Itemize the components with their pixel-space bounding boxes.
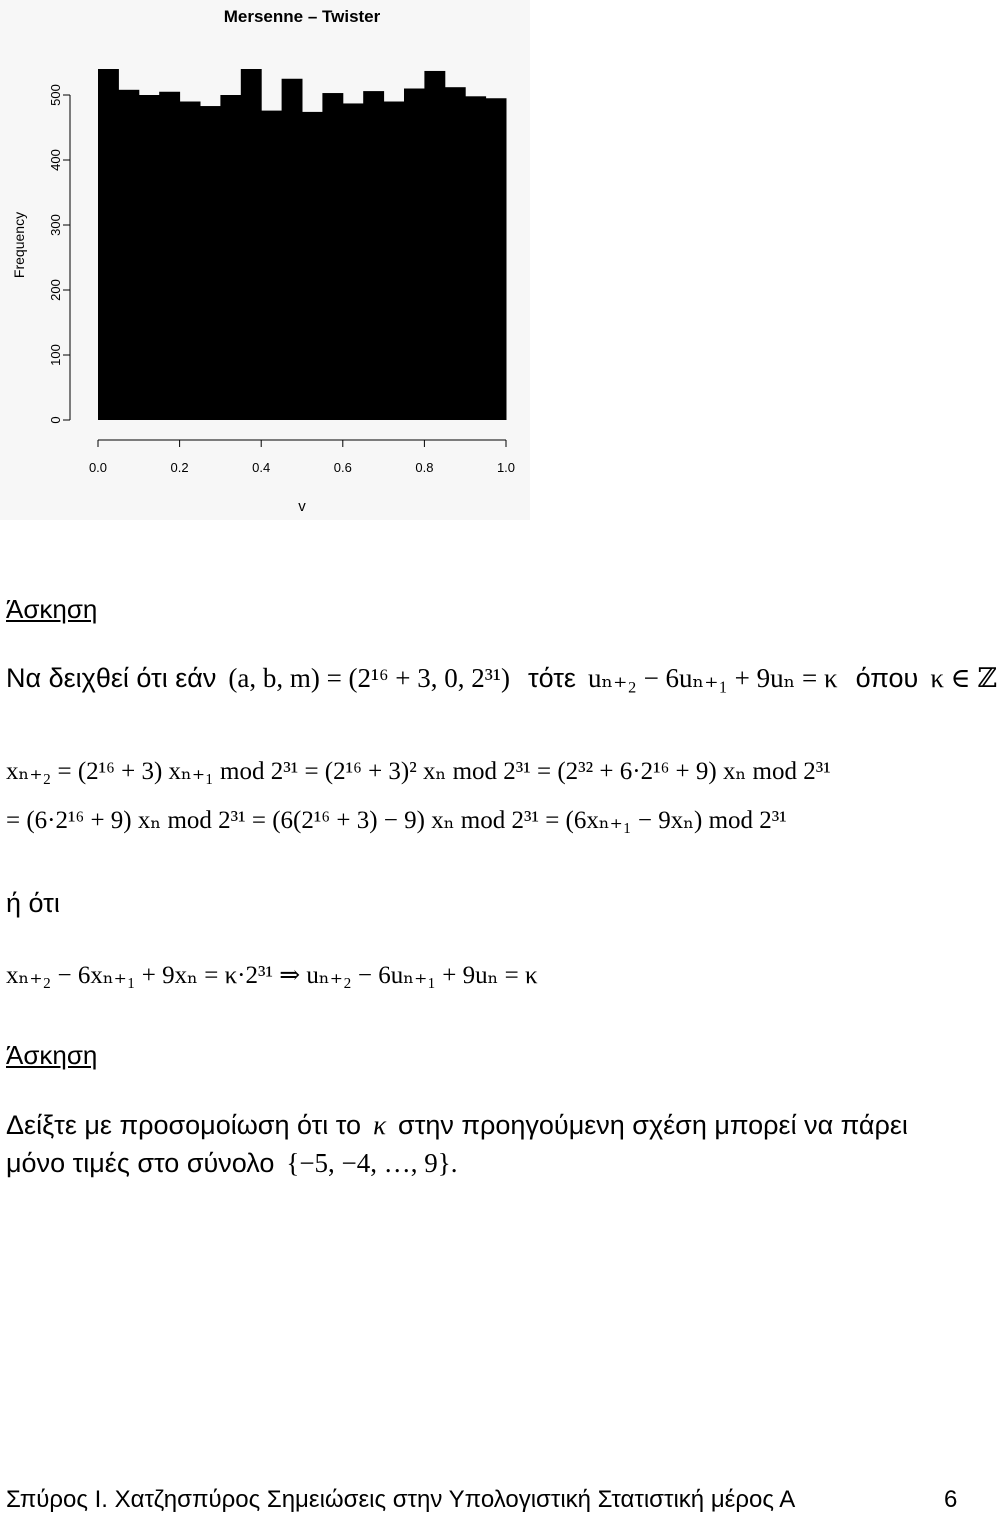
exercise-2-set: {−5, −4, …, 9}. (286, 1148, 458, 1178)
histogram-bar (322, 93, 343, 420)
derivation-line-1: xₙ₊₂ = (2¹⁶ + 3) xₙ₊₁ mod 2³¹ = (2¹⁶ + 3)² xₙ mod 2³¹ = (2³² + 6·2¹⁶ + 9) xₙ mod 2³¹ (6, 758, 831, 785)
histogram-bar (384, 102, 405, 421)
x-tick-label: 1.0 (496, 460, 516, 475)
exercise-2-kappa: κ (373, 1110, 387, 1140)
x-tick-label: 0.6 (333, 460, 352, 475)
y-tick-label: 500 (48, 84, 63, 106)
histogram-bar (465, 96, 486, 420)
histogram-bar (200, 106, 221, 420)
histogram-bar (404, 89, 425, 421)
statement-prompt-text: Να δειχθεί ότι εάν (6, 663, 217, 693)
histogram-chart (0, 0, 530, 520)
x-tick-label: 0.8 (415, 460, 434, 475)
result-equation: xₙ₊₂ − 6xₙ₊₁ + 9xₙ = κ·2³¹ ⇒ uₙ₊₂ − 6uₙ₊₁ + 9uₙ = κ (6, 962, 538, 989)
histogram-bar (486, 98, 507, 420)
exercise-2-text-a: Δείξτε με προσομοίωση ότι το (6, 1110, 362, 1140)
histogram-bar (180, 102, 201, 421)
histogram-bar (220, 95, 241, 420)
x-tick-label: 0.0 (88, 460, 108, 475)
histogram-bars (98, 69, 507, 420)
histogram-bar (118, 90, 139, 420)
y-tick-label: 100 (48, 344, 63, 366)
y-axis-label: Frequency (11, 211, 27, 279)
statement-recurrence: uₙ₊₂ − 6uₙ₊₁ + 9uₙ = κ (587, 663, 838, 693)
or-that-text: ή ότι (6, 888, 60, 918)
histogram-bar (302, 112, 323, 420)
statement-then-text: τότε (527, 663, 576, 693)
histogram-bar (363, 91, 384, 420)
histogram-bar (98, 69, 119, 420)
exercise-2-text-b: στην προηγούμενη σχέση μπορεί να πάρει (398, 1110, 908, 1140)
page-footer: Σπύρος Ι. Χατζησπύρος Σημειώσεις στην Υπολογιστική Στατιστική μέρος Α (6, 1486, 796, 1513)
statement-parameters: (a, b, m) = (2¹⁶ + 3, 0, 2³¹) (228, 663, 510, 693)
exercise-heading-1: Άσκηση (6, 594, 98, 624)
histogram-bar (261, 111, 282, 420)
exercise-statement (6, 663, 997, 694)
exercise-2-text-c: μόνο τιμές στο σύνολο (6, 1148, 275, 1178)
derivation-line-2: = (6·2¹⁶ + 9) xₙ mod 2³¹ = (6(2¹⁶ + 3) − 9) xₙ mod 2³¹ = (6xₙ₊₁ − 9xₙ) mod 2³¹ (6, 807, 787, 834)
exercise-2-line-2 (6, 1148, 458, 1179)
y-tick-label: 300 (48, 214, 63, 236)
histogram-bar (343, 103, 364, 420)
histogram-bar (241, 69, 262, 420)
y-tick-label: 0 (48, 416, 63, 424)
statement-where-text: όπου (855, 663, 919, 693)
x-tick-label: 0.4 (252, 460, 271, 475)
exercise-2-line-1 (6, 1110, 908, 1141)
exercise-heading-2: Άσκηση (6, 1040, 98, 1070)
histogram-bar (139, 95, 160, 420)
histogram-bar (424, 71, 445, 420)
y-tick-label: 400 (48, 149, 63, 171)
statement-kappa-integer: κ ∈ ℤ (930, 663, 997, 693)
histogram-bar (159, 92, 180, 420)
page-number: 6 (944, 1486, 958, 1513)
histogram-bar (282, 79, 303, 420)
x-tick-label: 0.2 (170, 460, 189, 475)
histogram-bar (445, 87, 466, 420)
y-tick-label: 200 (48, 279, 63, 301)
x-axis-label: v (298, 498, 306, 515)
chart-title: Mersenne – Twister (223, 7, 381, 26)
